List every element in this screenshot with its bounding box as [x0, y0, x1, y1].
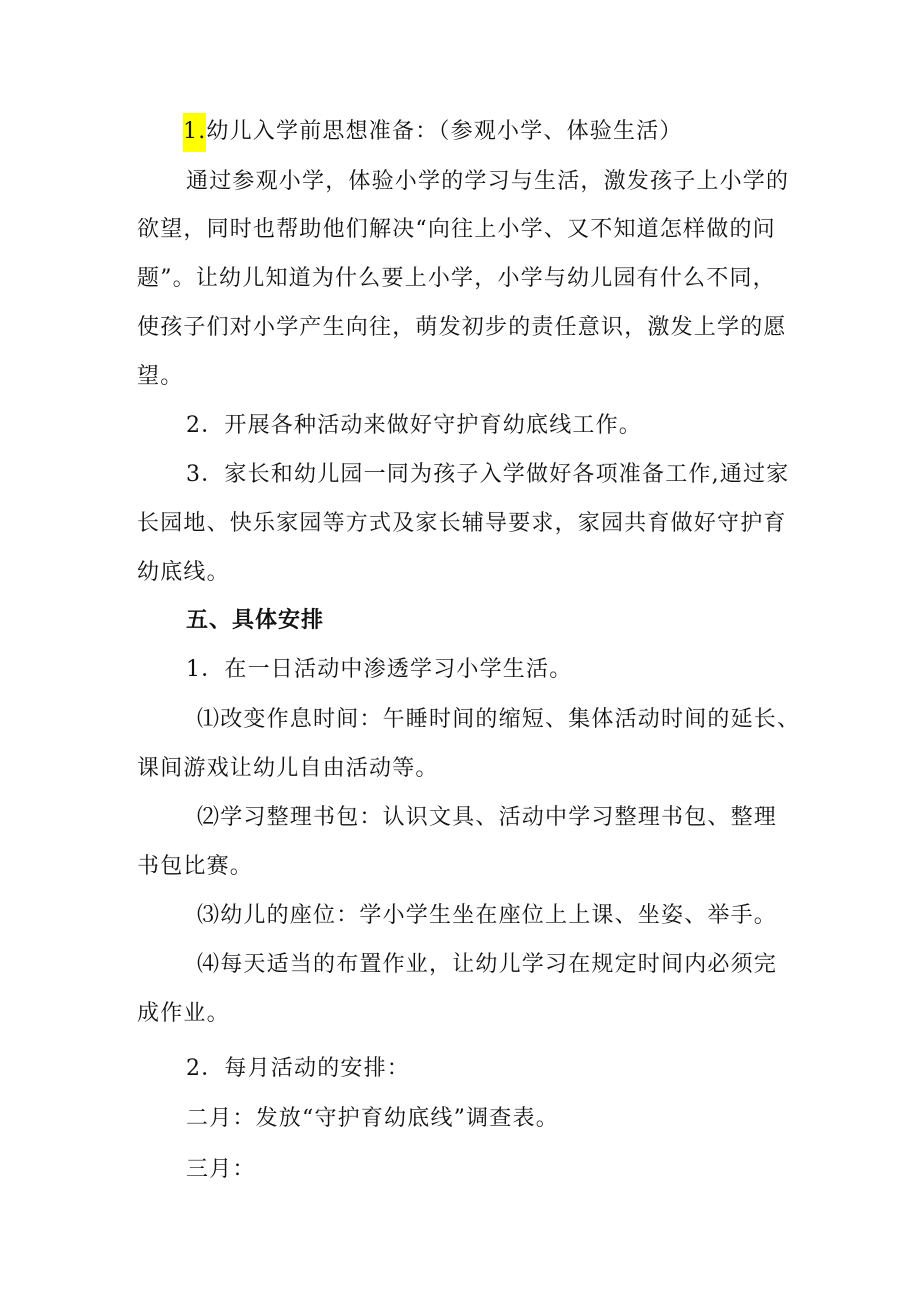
- item-3-line-3: 幼底线。: [137, 560, 230, 585]
- sub-item-4-line-1: ⑷每天适当的布置作业，让幼儿学习在规定时间内必须完: [197, 952, 778, 977]
- february-plan: 二月：发放“守护育幼底线”调查表。: [186, 1106, 559, 1131]
- item-3-line-1: 3．家长和幼儿园一同为孩子入学做好各项准备工作,通过家: [186, 462, 790, 487]
- sub-item-3: ⑶幼儿的座位：学小学生坐在座位上上课、坐姿、举手。: [197, 903, 778, 928]
- section-5-heading: 五、具体安排: [186, 608, 325, 633]
- sub-item-1-line-1: ⑴改变作息时间：午睡时间的缩短、集体活动时间的延长、: [197, 707, 801, 732]
- item-1-title: 幼儿入学前思想准备：（参观小学、体验生活）: [206, 119, 683, 144]
- paragraph-1-line-5: 望。: [137, 364, 184, 389]
- section-5-item-1: 1．在一日活动中渗透学习小学生活。: [186, 657, 573, 682]
- sub-item-4-line-2: 成作业。: [137, 1001, 230, 1026]
- paragraph-1-line-3: 题”。让幼儿知道为什么要上小学，小学与幼儿园有什么不同，: [137, 266, 776, 291]
- item-1-title-line: [183, 117, 683, 147]
- sub-item-2-line-2: 书包比赛。: [137, 854, 254, 879]
- sub-item-2-line-1: ⑵学习整理书包：认识文具、活动中学习整理书包、整理: [197, 805, 778, 830]
- item-2: 2．开展各种活动来做好守护育幼底线工作。: [186, 413, 642, 438]
- paragraph-1-line-2: 欲望，同时也帮助他们解决“向往上小学、又不知道怎样做的问: [137, 217, 776, 242]
- item-1-number-highlight: 1.: [183, 113, 206, 152]
- item-3-line-2: 长园地、快乐家园等方式及家长辅导要求，家园共育做好守护育: [137, 511, 787, 536]
- paragraph-1-line-1: 通过参观小学，体验小学的学习与生活，激发孩子上小学的: [186, 169, 790, 194]
- section-5-item-2: 2．每月活动的安排：: [186, 1056, 410, 1081]
- march-plan: 三月：: [186, 1157, 256, 1182]
- sub-item-1-line-2: 课间游戏让幼儿自由活动等。: [137, 756, 439, 781]
- paragraph-1-line-4: 使孩子们对小学产生向往，萌发初步的责任意识，激发上学的愿: [137, 315, 787, 340]
